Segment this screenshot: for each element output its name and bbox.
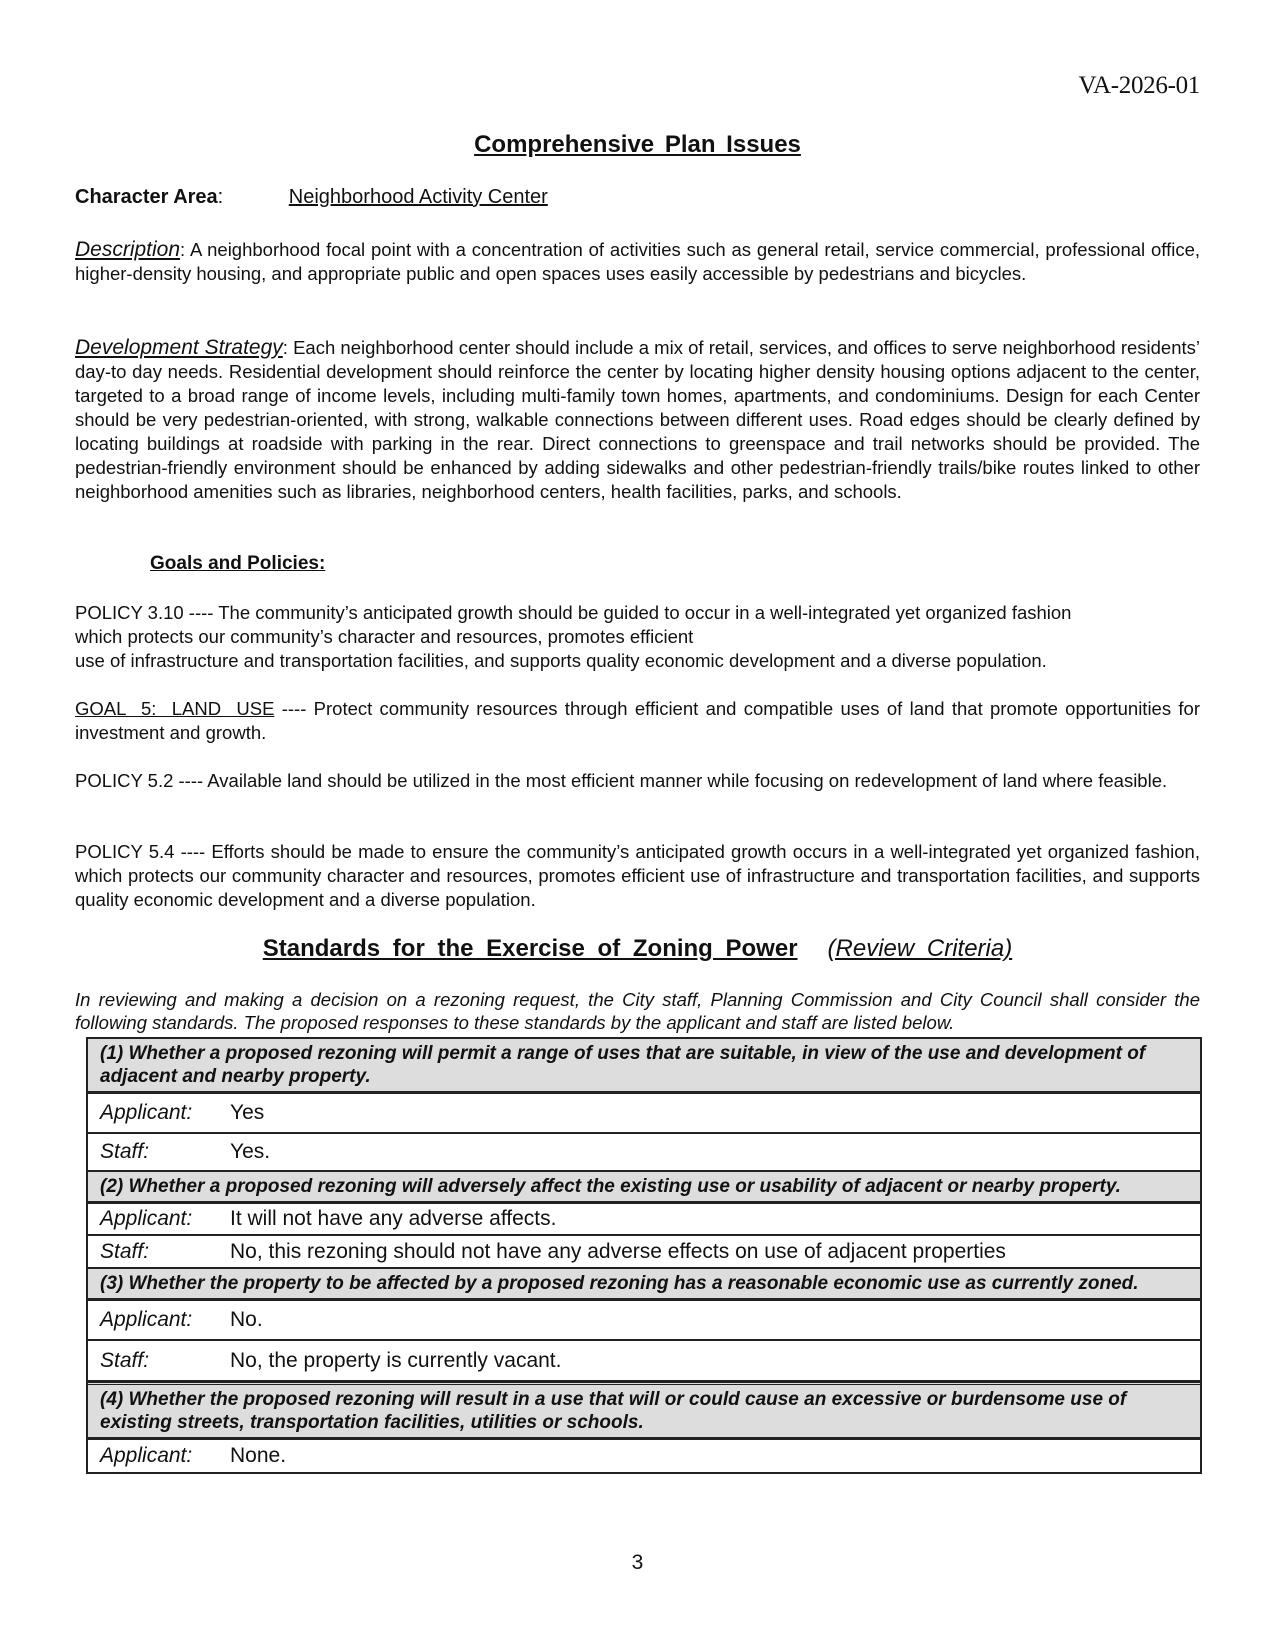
description-paragraph bbox=[75, 238, 1200, 286]
review-criteria-table bbox=[86, 1037, 1202, 1474]
goal-5-text: ---- Protect community resources through efficient and compatible uses of land that promote opportunities for investment and growth. bbox=[75, 698, 1200, 743]
criterion-3-question: (3) Whether the property to be affected by a proposed rezoning has a reasonable economic use as currently zoned. bbox=[88, 1269, 1200, 1300]
case-number: VA-2026-01 bbox=[1078, 72, 1200, 99]
character-area bbox=[75, 185, 1200, 209]
criterion-1-staff-row bbox=[88, 1134, 1200, 1172]
applicant-response: None. bbox=[230, 1444, 287, 1467]
policy-5-2: POLICY 5.2 ---- Available land should be utilized in the most efficient manner while focusing on redevelopment of land where feasible. bbox=[75, 770, 1168, 791]
character-area-colon: : bbox=[217, 186, 224, 208]
applicant-label: Applicant: bbox=[100, 1101, 193, 1124]
standards-intro: In reviewing and making a decision on a rezoning request, the City staff, Planning Commission and City Council shall consider the following standards. The proposed responses to these standards by the applicant and staff are listed below. bbox=[75, 989, 1200, 1033]
applicant-label: Applicant: bbox=[100, 1308, 193, 1331]
staff-label: Staff: bbox=[100, 1348, 150, 1372]
character-area-value: Neighborhood Activity Center bbox=[288, 186, 548, 208]
goal-5-label: GOAL 5: LAND USE bbox=[75, 698, 275, 719]
standards-title-text: Standards for the Exercise of Zoning Power bbox=[262, 935, 798, 962]
policy-3-10-line-3: use of infrastructure and transportation facilities, and supports quality economic development and a diverse population. bbox=[75, 650, 1047, 671]
policy-5-4: POLICY 5.4 ---- Efforts should be made to ensure the community’s anticipated growth occurs in a well-integrated yet organized fashion, which protects our community character and resources, promotes efficient use of infrastructure and transportation facilities, and supports quality economic development and a diverse population. bbox=[75, 841, 1200, 910]
development-strategy-label: Development Strategy bbox=[75, 336, 283, 359]
standards-title bbox=[0, 935, 1275, 963]
comprehensive-plan-title: Comprehensive Plan Issues bbox=[474, 131, 801, 158]
description-label: Description bbox=[75, 238, 181, 261]
staff-label: Staff: bbox=[100, 1239, 150, 1263]
policy-3-10-line-1: POLICY 3.10 ---- The community’s anticipated growth should be guided to occur in a well-integrated yet organized fashion bbox=[75, 602, 1072, 623]
criterion-1-question: (1) Whether a proposed rezoning will permit a range of uses that are suitable, in view of the use and development of adjacent and nearby property. bbox=[88, 1039, 1200, 1093]
policy-3-10-line-2: which protects our community’s character and resources, promotes efficient bbox=[75, 626, 694, 647]
standards-subtitle: (Review Criteria) bbox=[827, 935, 1013, 962]
staff-response: No, this rezoning should not have any adverse effects on use of adjacent properties bbox=[230, 1239, 1006, 1263]
criterion-2-question: (2) Whether a proposed rezoning will adversely affect the existing use or usability of adjacent or nearby property. bbox=[88, 1172, 1200, 1203]
applicant-label: Applicant: bbox=[100, 1207, 193, 1230]
staff-response: No, the property is currently vacant. bbox=[230, 1348, 562, 1372]
development-strategy-paragraph bbox=[75, 336, 1200, 504]
character-area-label: Character Area bbox=[75, 186, 218, 208]
criterion-4-question: (4) Whether the proposed rezoning will result in a use that will or could cause an excessive or burdensome use of existing streets, transportation facilities, utilities or schools. bbox=[88, 1382, 1200, 1439]
staff-response: Yes. bbox=[230, 1140, 271, 1163]
criterion-2-staff-row bbox=[88, 1236, 1200, 1269]
applicant-response: Yes bbox=[230, 1101, 265, 1124]
criterion-1-applicant-row bbox=[88, 1093, 1200, 1134]
staff-label: Staff: bbox=[100, 1140, 150, 1163]
criterion-3-staff-row bbox=[88, 1341, 1200, 1382]
criterion-3-applicant-row bbox=[88, 1300, 1200, 1341]
description-text: : A neighborhood focal point with a concentration of activities such as general retail, service commercial, professional office, higher-density housing, and appropriate public and open spaces uses easily accessible by pedestrians and bicycles. bbox=[75, 239, 1200, 284]
criterion-4-applicant-row bbox=[88, 1439, 1200, 1472]
criterion-2-applicant-row bbox=[88, 1203, 1200, 1236]
goals-policies-heading: Goals and Policies: bbox=[150, 553, 326, 574]
applicant-label: Applicant: bbox=[100, 1444, 193, 1467]
page-number: 3 bbox=[631, 1551, 644, 1574]
applicant-response: It will not have any adverse affects. bbox=[230, 1207, 557, 1230]
development-strategy-text: : Each neighborhood center should include a mix of retail, services, and offices to serve neighborhood residents’ day-to day needs. Residential development should reinforce the center by locating higher density housing options adjacent to the center, targeted to a broad range of income levels, including multi-family town homes, apartments, and condominiums. Design for each Center should be very pedestrian-oriented, with strong, walkable connections between different uses. Road edges should be clearly defined by locating buildings at roadside with parking in the rear. Direct connections to greenspace and trail networks should be provided. The pedestrian-friendly environment should be enhanced by adding sidewalks and other pedestrian-friendly trails/bike routes linked to other neighborhood amenities such as libraries, neighborhood centers, health facilities, parks, and schools. bbox=[75, 337, 1200, 502]
goal-5-land-use bbox=[75, 697, 1200, 745]
policy-3-10 bbox=[75, 601, 1200, 673]
applicant-response: No. bbox=[230, 1308, 263, 1331]
